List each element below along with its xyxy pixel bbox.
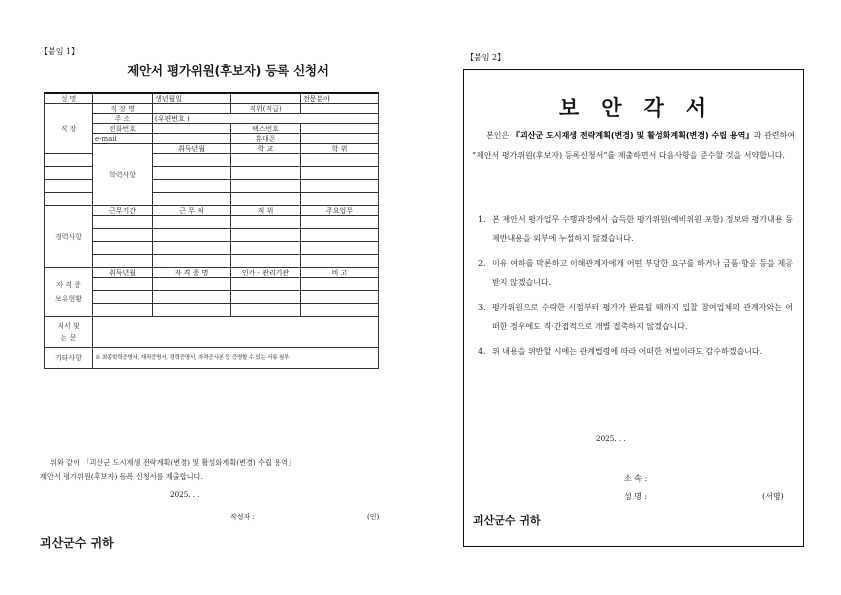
education-cell[interactable]	[153, 193, 231, 206]
career-header: 주요업무	[301, 206, 379, 216]
address-label: 주 소	[93, 114, 153, 124]
rank-label: 직위(직급)	[231, 104, 301, 114]
signature-label: (서명)	[762, 492, 784, 501]
license-group-label: 보유현황	[54, 295, 83, 303]
education-cell[interactable]	[231, 193, 301, 206]
fax-field[interactable]	[301, 124, 379, 134]
career-header: 근무기간	[93, 206, 153, 216]
mobile-label: 휴대폰	[231, 134, 301, 144]
education-cell[interactable]	[231, 167, 301, 180]
license-cell[interactable]	[93, 291, 153, 304]
career-cell[interactable]	[93, 242, 153, 255]
registration-form-title: 제안서 평가위원(후보자) 등록 신청서	[127, 63, 329, 78]
license-cell[interactable]	[153, 278, 231, 291]
education-cell[interactable]	[153, 180, 231, 193]
address-field[interactable]: (우편번호 )	[153, 114, 379, 124]
education-cell[interactable]	[301, 193, 379, 206]
career-cell[interactable]	[93, 229, 153, 242]
pledge-item-number: 1.	[478, 215, 486, 224]
security-pledge-box	[463, 69, 804, 547]
specialty-label: 전문분야	[303, 94, 331, 103]
education-cell[interactable]	[45, 193, 93, 206]
pledge-item-text: 이유 여하를 막론하고 이해관계자에게 어떤 부당한 요구를 하거나 금품·향응 등을 제공받지 않겠습니다.	[492, 259, 793, 287]
pledge-item-number: 3.	[478, 303, 486, 312]
right-date: 2025. . .	[596, 434, 626, 443]
career-cell[interactable]	[153, 255, 231, 268]
papers-field[interactable]	[93, 317, 379, 348]
workplace-field[interactable]	[153, 104, 231, 114]
education-cell[interactable]	[45, 167, 93, 180]
career-cell[interactable]	[231, 255, 301, 268]
work-group-label: 직 장	[45, 104, 93, 154]
career-cell[interactable]	[231, 229, 301, 242]
attachment-tag-2: 【붙임 2】	[466, 53, 506, 62]
education-cell[interactable]	[231, 180, 301, 193]
left-date: 2025. . .	[170, 490, 200, 499]
name-signature-label: 성 명 :	[624, 492, 648, 501]
education-header: 학 위	[301, 144, 379, 154]
other-label: 기타사항	[45, 348, 93, 369]
name-field[interactable]	[93, 93, 153, 104]
attachment-tag-1: 【붙임 1】	[40, 47, 80, 56]
education-header: 취득년월	[153, 144, 231, 154]
license-cell[interactable]	[93, 278, 153, 291]
birth-label: 생년월일	[155, 94, 183, 103]
writer-label: 작성자 :	[230, 513, 255, 521]
license-header: 취득년월	[93, 268, 153, 278]
left-body-line2: 제안서 평가위원(후보자) 등록 신청서를 제출합니다.	[40, 472, 203, 481]
affiliation-label: 소 속 :	[624, 474, 648, 483]
pledge-intro-post: 과 관련하여 “제안서 평가위원(후보자) 등록신청서”를 제출하면서 다음사항을 준수할 것을 서약합니다.	[472, 131, 795, 160]
license-cell[interactable]	[301, 304, 379, 317]
pledge-item-number: 2.	[478, 259, 486, 268]
email-label: e-mail	[93, 134, 153, 144]
license-cell[interactable]	[231, 291, 301, 304]
education-cell[interactable]	[301, 167, 379, 180]
other-note: ※ 최종학력증명서, 재직증명서, 경력증명서, 자격증사본 등 증명할 수 있는 서류 첨부	[93, 348, 379, 369]
career-cell[interactable]	[301, 216, 379, 229]
career-cell[interactable]	[153, 242, 231, 255]
pledge-intro	[472, 126, 795, 166]
workplace-label: 직 장 명	[93, 104, 153, 114]
seal-label: (인)	[367, 513, 380, 521]
pledge-item-number: 4.	[478, 347, 486, 356]
license-cell[interactable]	[231, 304, 301, 317]
career-cell[interactable]	[231, 216, 301, 229]
fax-label: 팩스번호	[231, 124, 301, 134]
papers-label: 논 문	[60, 334, 77, 342]
pledge-intro-project: 『괴산군 도시재생 전략계획(변경) 및 활성화계획(변경) 수립 용역』	[511, 131, 754, 140]
left-addressee: 괴산군수 귀하	[40, 536, 114, 550]
license-cell[interactable]	[231, 278, 301, 291]
registration-form-table	[44, 92, 379, 369]
education-cell[interactable]	[153, 154, 231, 167]
left-body-line1: 위와 같이 「괴산군 도시재생 전략계획(변경) 및 활성화계획(변경) 수립 용역」	[50, 458, 296, 467]
pledge-item-text: 위 내용을 위반할 시에는 관계법령에 따라 어떠한 처벌이라도 감수하겠습니다.	[492, 347, 763, 356]
career-cell[interactable]	[153, 229, 231, 242]
career-header: 직 위	[231, 206, 301, 216]
pledge-intro-pre: 본인은	[486, 131, 512, 140]
pledge-item-text: 본 제안서 평가업무 수행과정에서 습득한 평가위원(예비위원 포함) 정보와 평가내용 등 제반내용을 외부에 누설하지 않겠습니다.	[492, 215, 793, 243]
pledge-item	[478, 342, 793, 361]
pledge-item	[478, 254, 793, 292]
career-group-label: 경력사항	[45, 206, 93, 268]
license-cell[interactable]	[153, 304, 231, 317]
career-cell[interactable]	[301, 242, 379, 255]
license-header: 인가 · 관리기관	[231, 268, 301, 278]
career-cell[interactable]	[231, 242, 301, 255]
name-label: 성 명	[45, 93, 93, 104]
education-cell[interactable]	[153, 167, 231, 180]
rank-field[interactable]	[301, 104, 379, 114]
education-cell[interactable]	[231, 154, 301, 167]
license-cell[interactable]	[153, 291, 231, 304]
license-header: 자 격 증 명	[153, 268, 231, 278]
career-cell[interactable]	[301, 229, 379, 242]
right-addressee: 괴산군수 귀하	[473, 514, 541, 527]
education-group-label: 학력사항	[93, 144, 153, 206]
pledge-item	[478, 298, 793, 336]
birth-field[interactable]	[231, 93, 301, 104]
education-cell[interactable]	[45, 154, 93, 167]
phone-label: 전화번호	[93, 124, 153, 134]
career-cell[interactable]	[93, 255, 153, 268]
pledge-items	[478, 210, 793, 367]
papers-label: 저서 및	[57, 322, 80, 330]
license-cell[interactable]	[301, 278, 379, 291]
education-header: 학 교	[231, 144, 301, 154]
phone-field[interactable]	[153, 124, 231, 134]
security-pledge-title: 보안각서	[558, 96, 729, 120]
pledge-item-text: 평가위원으로 수락한 시점부터 평가가 완료될 때까지 입찰 참여업체의 관계자와는 어떠한 경우에도 직·간접적으로 개별 접촉하지 않겠습니다.	[492, 303, 793, 331]
education-cell[interactable]	[301, 180, 379, 193]
license-cell[interactable]	[93, 304, 153, 317]
education-cell[interactable]	[301, 154, 379, 167]
career-cell[interactable]	[153, 216, 231, 229]
career-cell[interactable]	[301, 255, 379, 268]
mobile-field[interactable]	[301, 134, 379, 144]
career-header: 근 무 처	[153, 206, 231, 216]
pledge-item	[478, 210, 793, 248]
license-header: 비 고	[301, 268, 379, 278]
email-field[interactable]	[153, 134, 231, 144]
license-group-label: 자 격 증	[56, 281, 81, 289]
license-cell[interactable]	[301, 291, 379, 304]
career-cell[interactable]	[93, 216, 153, 229]
education-cell[interactable]	[45, 180, 93, 193]
